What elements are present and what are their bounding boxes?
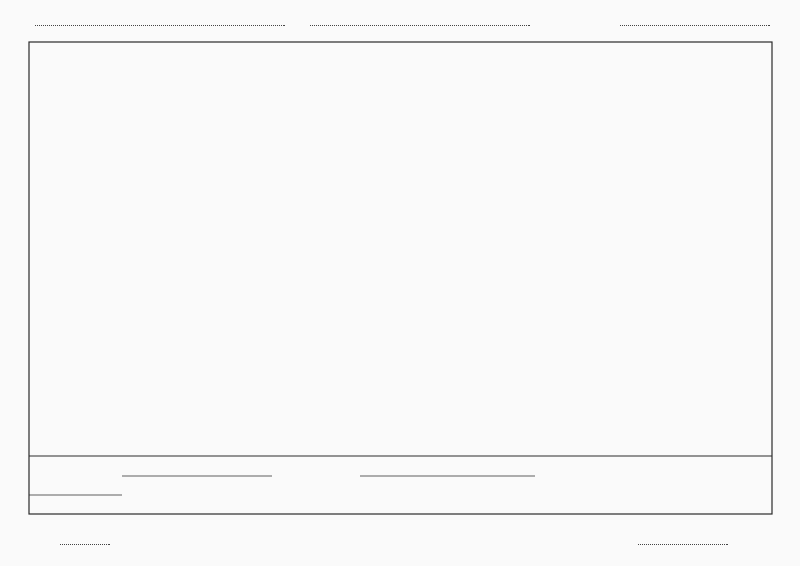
entity-signature-line[interactable] (310, 25, 530, 26)
teacher-signature-line[interactable] (620, 25, 770, 26)
nurse-signature-line[interactable] (35, 25, 285, 26)
